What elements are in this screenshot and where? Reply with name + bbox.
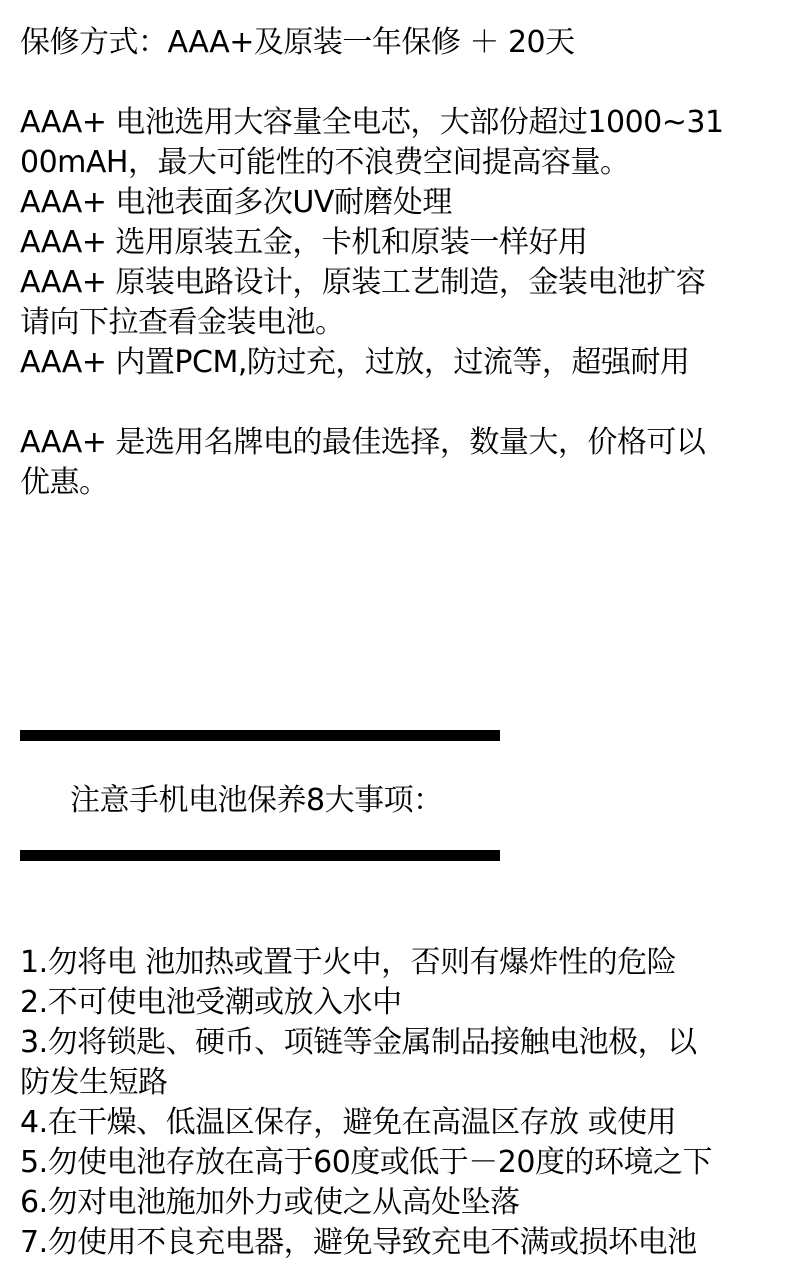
tip-line-5: 4.在干燥、低温区保存，避免在高温区存放 或使用 bbox=[20, 1105, 677, 1140]
tip-line-6: 5.勿使电池存放在高于60度或低于－20度的环境之下 bbox=[20, 1145, 712, 1180]
feature-line-7: AAA+ 内置PCM,防过充，过放，过流等，超强耐用 bbox=[20, 345, 690, 380]
tip-line-7: 6.勿对电池施加外力或使之从高处坠落 bbox=[20, 1185, 520, 1220]
divider-bottom bbox=[20, 850, 500, 861]
feature-line-1: AAA+ 电池选用大容量全电芯，大部份超过1000~31 bbox=[20, 105, 724, 140]
feature-line-5: AAA+ 原装电路设计，原装工艺制造，金装电池扩容 bbox=[20, 265, 706, 300]
tip-line-8: 7.勿使用不良充电器，避免导致充电不满或损坏电池 bbox=[20, 1225, 697, 1260]
feature-line-6: 请向下拉查看金装电池。 bbox=[20, 305, 345, 340]
warranty-text: 保修方式：AAA+及原装一年保修 ＋ 20天 bbox=[20, 25, 575, 60]
feature-line-4: AAA+ 选用原装五金，卡机和原装一样好用 bbox=[20, 225, 588, 260]
tip-line-1: 1.勿将电 池加热或置于火中，否则有爆炸性的危险 bbox=[20, 945, 677, 980]
recommend-line-1: AAA+ 是选用名牌电的最佳选择，数量大，价格可以 bbox=[20, 425, 706, 460]
feature-line-2: 00mAH，最大可能性的不浪费空间提高容量。 bbox=[20, 145, 630, 180]
tip-line-3: 3.勿将锁匙、硬币、项链等金属制品接触电池极，以 bbox=[20, 1025, 697, 1060]
divider-top bbox=[20, 730, 500, 741]
feature-line-3: AAA+ 电池表面多次UV耐磨处理 bbox=[20, 185, 452, 220]
tip-line-2: 2.不可使电池受潮或放入水中 bbox=[20, 985, 402, 1020]
tip-line-4: 防发生短路 bbox=[20, 1065, 168, 1100]
section-title: 注意手机电池保养8大事项： bbox=[70, 783, 443, 818]
recommend-line-2: 优惠。 bbox=[20, 465, 109, 500]
